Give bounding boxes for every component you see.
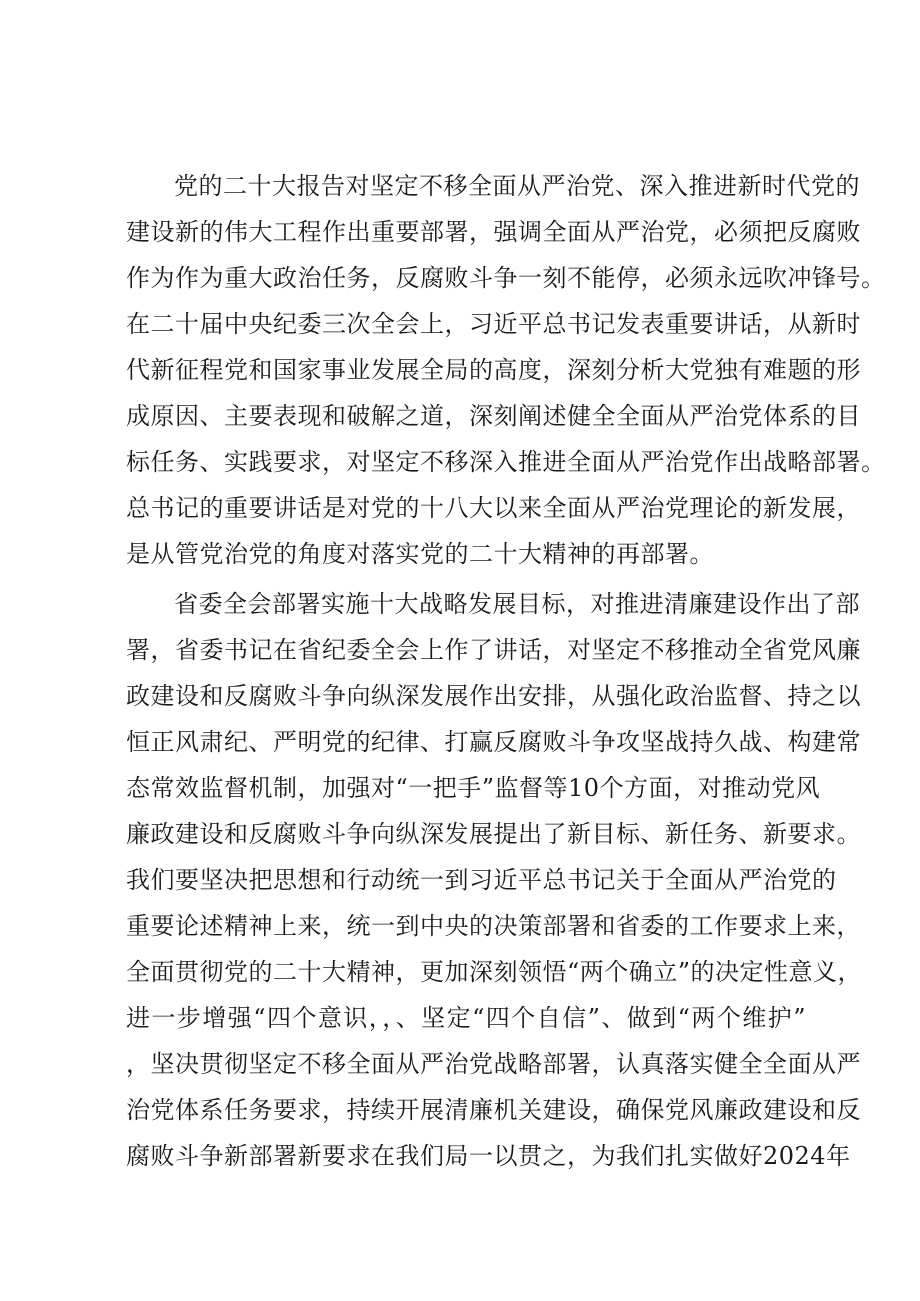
paragraph-1-line-5: 代新征程党和国家事业发展全局的高度，深刻分析大党独有难题的形 bbox=[126, 356, 861, 384]
paragraph-1-line-2: 建设新的伟大工程作出重要部署，强调全面从严治党，必须把反腐败 bbox=[126, 218, 861, 246]
paragraph-2-line-3: 政建设和反腐败斗争向纵深发展作出安排，从强化政治监督、持之以 bbox=[126, 682, 861, 710]
paragraph-2-line-4: 恒正风肃纪、严明党的纪律、打赢反腐败斗争攻坚战持久战、构建常 bbox=[126, 728, 861, 756]
paragraph-1-line-4: 在二十届中央纪委三次全会上，习近平总书记发表重要讲话，从新时 bbox=[126, 310, 861, 338]
paragraph-2-line-11: ，坚决贯彻坚定不移全面从严治党战略部署，认真落实健全全面从严 bbox=[126, 1050, 861, 1078]
paragraph-2-line-6: 廉政建设和反腐败斗争向纵深发展提出了新目标、新任务、新要求。 bbox=[126, 820, 861, 848]
paragraph-2-line-5: 态常效监督机制，加强对“一把手”监督等10个方面，对推动党风 bbox=[126, 774, 821, 802]
paragraph-2-line-10: 进一步增强“四个意识，，、坚定“四个自信”、做到“两个维护” bbox=[126, 1004, 806, 1032]
paragraph-1-line-8: 总书记的重要讲话是对党的十八大以来全面从严治党理论的新发展， bbox=[126, 494, 861, 522]
paragraph-2-line-9: 全面贯彻党的二十大精神，更加深刻领悟“两个确立”的决定性意义， bbox=[126, 958, 863, 986]
paragraph-1-line-7: 标任务、实践要求，对坚定不移深入推进全面从严治党作出战略部署。 bbox=[126, 448, 886, 476]
paragraph-2-line-12: 治党体系任务要求，持续开展清廉机关建设，确保党风廉政建设和反 bbox=[126, 1096, 861, 1124]
paragraph-1-line-3: 作为作为重大政治任务，反腐败斗争一刻不能停，必须永远吹冲锋号。 bbox=[126, 264, 886, 292]
paragraph-2-line-13: 腐败斗争新部署新要求在我们局一以贯之，为我们扎实做好2024年 bbox=[126, 1142, 851, 1170]
paragraph-1-line-6: 成原因、主要表现和破解之道，深刻阐述健全全面从严治党体系的目 bbox=[126, 402, 861, 430]
paragraph-2-line-7: 我们要坚决把思想和行动统一到习近平总书记关于全面从严治党的 bbox=[126, 866, 837, 894]
paragraph-1-line-1: 党的二十大报告对坚定不移全面从严治党、深入推进新时代党的 bbox=[174, 172, 860, 200]
paragraph-2-line-2: 署，省委书记在省纪委全会上作了讲话，对坚定不移推动全省党风廉 bbox=[126, 636, 861, 664]
paragraph-2-line-8: 重要论述精神上来，统一到中央的决策部署和省委的工作要求上来， bbox=[126, 912, 861, 940]
paragraph-1-line-9: 是从管党治党的角度对落实党的二十大精神的再部署。 bbox=[126, 540, 714, 568]
paragraph-2-line-1: 省委全会部署实施十大战略发展目标，对推进清廉建设作出了部 bbox=[174, 590, 860, 618]
